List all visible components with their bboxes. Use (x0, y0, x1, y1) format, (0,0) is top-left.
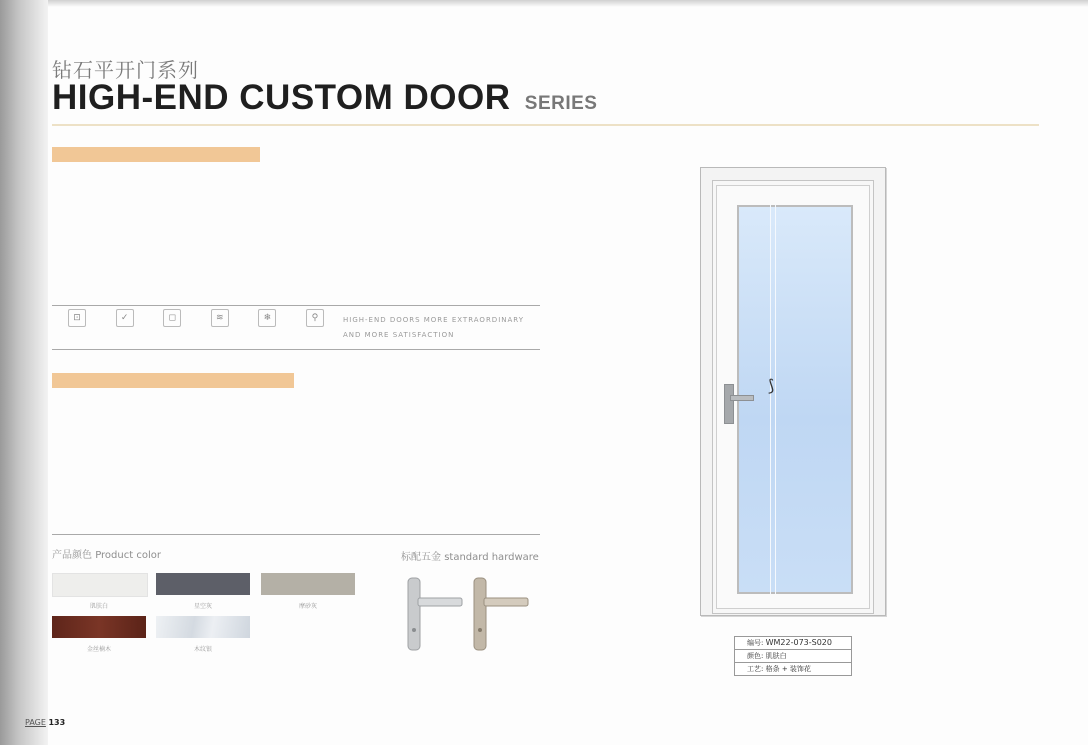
feature-icon-item (199, 309, 241, 347)
spec-code-value: WM22-073-S020 (765, 638, 832, 647)
param-line (52, 409, 542, 421)
spec-table (734, 636, 852, 676)
snowflake-icon: ❄ (258, 309, 276, 327)
feature-icon-item (104, 309, 146, 347)
door-glass-panel (737, 205, 853, 594)
param-line (52, 459, 542, 471)
spec-craft-value: 格条 + 装饰花 (765, 665, 811, 673)
param-line (52, 397, 542, 409)
frame-icon: ◻ (163, 309, 181, 327)
param-line (52, 471, 542, 483)
param-line (52, 484, 542, 496)
page-title (52, 78, 597, 118)
page-title-suffix: SERIES (524, 93, 598, 114)
feature-icon-item (151, 309, 193, 347)
feature-line (52, 228, 542, 240)
feature-line (52, 167, 542, 179)
features-section-bar (52, 147, 260, 162)
page-title-main: HIGH-END CUSTOM DOOR (52, 78, 511, 117)
product-color-heading (52, 546, 161, 561)
product-color-heading-en: Product color (95, 550, 161, 561)
handle-right (474, 578, 528, 650)
feature-line (52, 179, 542, 191)
icon-row-top-rule (52, 305, 540, 306)
swatch-nanmu-wood (52, 616, 146, 638)
spec-color-label: 颜色: (747, 652, 764, 660)
feature-slogan (343, 313, 524, 343)
door-handle-lever (730, 395, 754, 401)
page-number (25, 718, 65, 727)
param-line (52, 447, 542, 459)
door-handle-plate (724, 384, 734, 424)
swatch-wood-silver (156, 616, 250, 638)
feature-line (52, 241, 542, 253)
features-text-block (52, 167, 542, 253)
feature-icon-item (246, 309, 288, 347)
spec-row-color (735, 650, 851, 663)
spec-row-craft (735, 663, 851, 675)
glass-strip (770, 205, 771, 594)
series-title-cn: 钻石平开门系列 (52, 58, 199, 82)
parameters-section-bar (52, 373, 294, 388)
parameters-bottom-rule (52, 534, 540, 535)
slogan-line-2: AND MORE SATISFACTION (343, 331, 455, 339)
spec-color-value: 肌肤白 (765, 652, 787, 660)
param-line (52, 434, 542, 446)
feature-icon-item (294, 309, 336, 347)
title-divider (52, 124, 1039, 126)
check-icon: ✓ (116, 309, 134, 327)
feature-icon-row (56, 309, 336, 347)
person-icon: ⚲ (306, 309, 324, 327)
swatch-skin-white (52, 573, 148, 597)
feature-line (52, 216, 542, 228)
swatch-label: 摩砂灰 (298, 603, 317, 610)
spec-row-code (735, 637, 851, 650)
spec-code-label: 编号: (747, 639, 764, 647)
swatch-starry-grey (156, 573, 250, 595)
sound-icon: ≋ (211, 309, 229, 327)
swatch-frosted-grey (261, 573, 355, 595)
swatch-label: 木纹银 (193, 646, 212, 653)
swatch-label: 肌肤白 (89, 603, 108, 610)
page-top-edge (0, 0, 1088, 7)
slogan-line-1: HIGH-END DOORS MORE EXTRAORDINARY (343, 316, 524, 324)
handle-left (408, 578, 462, 650)
glass-strip (775, 205, 776, 594)
product-color-heading-cn: 产品颜色 (52, 550, 92, 561)
decorative-flower-icon: ⟆ (768, 376, 775, 395)
feature-line (52, 204, 542, 216)
hardware-heading (401, 548, 539, 563)
feature-icon-item (56, 309, 98, 347)
icon-row-bottom-rule (52, 349, 540, 350)
feature-line (52, 192, 542, 204)
hardware-handles-image (398, 572, 538, 662)
param-line (52, 422, 542, 434)
page-label: PAGE (25, 718, 46, 727)
parameters-text-block (52, 397, 542, 496)
swatch-label: 金丝楠木 (86, 646, 111, 653)
lock-icon: ⊡ (68, 309, 86, 327)
book-gutter-shadow (0, 0, 48, 745)
hardware-caption (401, 664, 403, 680)
hardware-heading-cn: 标配五金 (401, 552, 441, 563)
page-number-value: 133 (48, 718, 66, 727)
swatch-label: 星空灰 (193, 603, 212, 610)
spec-craft-label: 工艺: (747, 665, 764, 673)
hardware-heading-en: standard hardware (444, 552, 539, 563)
